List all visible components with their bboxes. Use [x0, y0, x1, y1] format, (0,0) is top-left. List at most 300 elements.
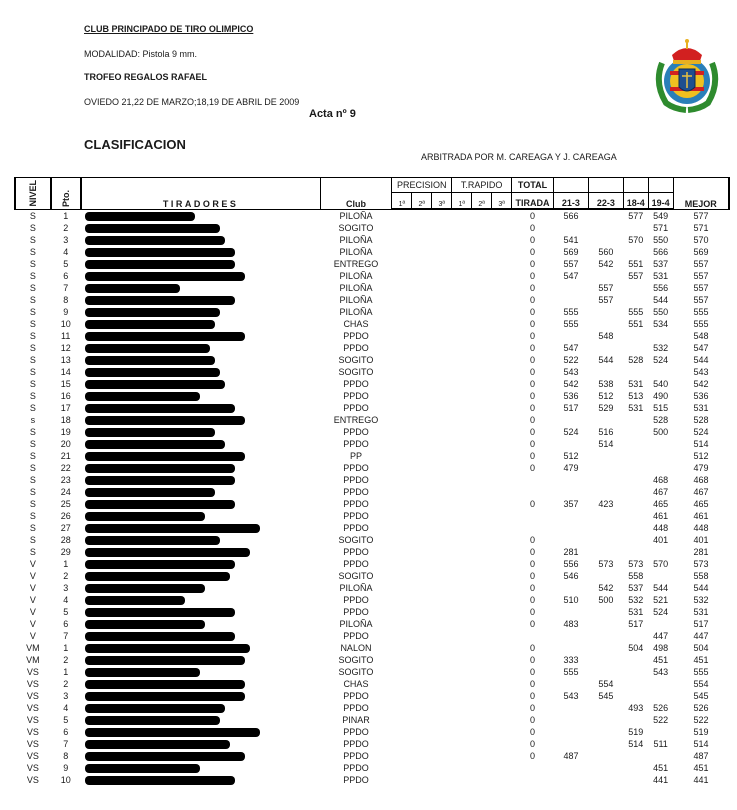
score-21-3-cell: 542 — [563, 379, 579, 390]
redaction-bar — [85, 740, 230, 749]
header-blank-2 — [588, 178, 623, 193]
table-row — [15, 402, 729, 414]
score-19-4-cell: 537 — [653, 259, 669, 270]
score-22-3-cell — [588, 630, 623, 642]
score-21-3-cell — [553, 726, 588, 738]
tirada-cell: 0 — [530, 571, 536, 582]
table-row — [15, 774, 729, 786]
table-row — [15, 414, 729, 426]
mejor-cell: 536 — [693, 391, 709, 402]
mejor-cell: 557 — [693, 283, 709, 294]
table-row — [15, 234, 729, 246]
mejor-cell: 447 — [693, 631, 709, 642]
trapido-2-cell — [472, 570, 492, 582]
puesto-cell: 4 — [63, 247, 69, 258]
score-18-4-cell: 558 — [628, 571, 644, 582]
precision-3-cell — [432, 294, 452, 306]
trapido-3-cell — [492, 642, 512, 654]
table-row — [15, 462, 729, 474]
score-18-4-cell — [623, 294, 648, 306]
precision-3-cell — [432, 666, 452, 678]
table-row — [15, 426, 729, 438]
precision-1-cell — [392, 209, 412, 222]
trapido-2-cell — [472, 714, 492, 726]
mejor-cell: 531 — [693, 403, 709, 414]
nivel-cell: s — [30, 415, 36, 426]
precision-3-cell — [432, 606, 452, 618]
trapido-2-cell — [472, 450, 492, 462]
table-row — [15, 750, 729, 762]
redaction-bar — [85, 572, 230, 581]
precision-2-cell — [412, 642, 432, 654]
event-dates: OVIEDO 21,22 DE MARZO;18,19 DE ABRIL DE 2009 — [84, 97, 300, 107]
trapido-3-cell — [492, 738, 512, 750]
precision-3-cell — [432, 462, 452, 474]
redaction-bar — [85, 560, 235, 569]
header-series-4: 1ª — [452, 192, 472, 209]
nivel-cell: S — [29, 475, 36, 486]
club-cell: SOGITO — [338, 535, 374, 546]
precision-2-cell — [412, 762, 432, 774]
mejor-cell: 542 — [693, 379, 709, 390]
mejor-cell: 514 — [693, 439, 709, 450]
precision-1-cell — [392, 570, 412, 582]
trapido-3-cell — [492, 486, 512, 498]
precision-3-cell — [432, 330, 452, 342]
precision-3-cell — [432, 258, 452, 270]
precision-2-cell — [412, 510, 432, 522]
club-cell: PPDO — [343, 427, 369, 438]
nivel-cell: V — [29, 631, 36, 642]
redaction-bar — [85, 476, 235, 485]
precision-3-cell — [432, 630, 452, 642]
redaction-bar — [85, 212, 195, 221]
tirada-cell — [512, 762, 554, 774]
puesto-cell: 11 — [61, 331, 71, 342]
score-22-3-cell — [588, 522, 623, 534]
precision-1-cell — [392, 354, 412, 366]
redaction-bar — [85, 764, 200, 773]
trapido-3-cell — [492, 510, 512, 522]
redaction-bar — [85, 248, 235, 257]
score-18-4-cell — [623, 522, 648, 534]
precision-1-cell — [392, 378, 412, 390]
precision-3-cell — [432, 270, 452, 282]
precision-2-cell — [412, 366, 432, 378]
header-puesto — [51, 178, 81, 210]
trapido-1-cell — [452, 209, 472, 222]
results-table — [14, 177, 730, 786]
score-21-3-cell: 543 — [563, 691, 579, 702]
score-22-3-cell: 516 — [598, 427, 614, 438]
score-19-4-cell — [648, 450, 673, 462]
score-19-4-cell: 550 — [653, 307, 669, 318]
score-21-3-cell: 566 — [563, 211, 579, 222]
club-cell: PPDO — [343, 595, 369, 606]
precision-3-cell — [432, 726, 452, 738]
trapido-1-cell — [452, 522, 472, 534]
precision-2-cell — [412, 462, 432, 474]
puesto-cell: 1 — [63, 210, 69, 221]
trapido-1-cell — [452, 498, 472, 510]
redaction-bar — [85, 380, 225, 389]
club-cell: PPDO — [343, 379, 369, 390]
nivel-cell: S — [29, 259, 36, 270]
mejor-cell: 512 — [693, 451, 709, 462]
tirada-cell: 0 — [530, 259, 536, 270]
club-cell: PPDO — [343, 403, 369, 414]
precision-3-cell — [432, 366, 452, 378]
precision-2-cell — [412, 258, 432, 270]
table-row — [15, 558, 729, 570]
redaction-bar — [85, 368, 220, 377]
precision-2-cell — [412, 558, 432, 570]
score-18-4-cell: 517 — [628, 619, 644, 630]
score-22-3-cell: 573 — [598, 559, 614, 570]
score-19-4-cell: 465 — [653, 499, 669, 510]
puesto-cell: 3 — [63, 583, 69, 594]
mejor-cell: 504 — [693, 643, 709, 654]
precision-2-cell — [412, 450, 432, 462]
mejor-cell: 557 — [693, 295, 709, 306]
precision-3-cell — [432, 618, 452, 630]
tirada-cell: 0 — [530, 295, 536, 306]
trapido-3-cell — [492, 690, 512, 702]
trapido-2-cell — [472, 654, 492, 666]
score-22-3-cell — [588, 762, 623, 774]
score-18-4-cell: 551 — [628, 319, 644, 330]
score-22-3-cell — [588, 209, 623, 222]
score-22-3-cell — [588, 618, 623, 630]
score-19-4-cell: 451 — [653, 655, 669, 666]
tirada-cell: 0 — [530, 355, 536, 366]
puesto-cell: 26 — [60, 511, 71, 522]
precision-3-cell — [432, 702, 452, 714]
mejor-cell: 522 — [693, 715, 709, 726]
table-row — [15, 354, 729, 366]
score-19-4-cell: 467 — [653, 487, 669, 498]
puesto-cell: 10 — [60, 775, 71, 786]
nivel-cell: S — [29, 379, 36, 390]
precision-2-cell — [412, 246, 432, 258]
score-22-3-cell — [588, 702, 623, 714]
trapido-1-cell — [452, 414, 472, 426]
redaction-bar — [85, 404, 235, 413]
header-tiradores: TIRADORES — [81, 178, 320, 210]
trapido-2-cell — [472, 678, 492, 690]
score-18-4-cell: 577 — [628, 211, 644, 222]
precision-1-cell — [392, 774, 412, 786]
score-22-3-cell — [588, 726, 623, 738]
nivel-cell: V — [29, 619, 36, 630]
tirador-name-redacted — [81, 558, 320, 570]
tirada-cell — [512, 474, 554, 486]
mejor-cell: 487 — [693, 751, 709, 762]
redaction-bar — [85, 284, 180, 293]
tirador-name-redacted — [81, 378, 320, 390]
score-21-3-cell — [553, 474, 588, 486]
trapido-2-cell — [472, 762, 492, 774]
tirada-cell: 0 — [530, 439, 536, 450]
nivel-cell: S — [29, 295, 36, 306]
header-total: TOTAL — [512, 178, 554, 193]
trapido-3-cell — [492, 270, 512, 282]
header-blank-4 — [648, 178, 673, 193]
tirador-name-redacted — [81, 630, 320, 642]
puesto-cell: 21 — [60, 451, 71, 462]
trapido-3-cell — [492, 342, 512, 354]
score-19-4-cell: 543 — [653, 667, 669, 678]
club-cell: SOGITO — [338, 655, 374, 666]
precision-3-cell — [432, 438, 452, 450]
precision-3-cell — [432, 690, 452, 702]
nivel-cell: S — [29, 439, 36, 450]
trapido-1-cell — [452, 570, 472, 582]
trapido-2-cell — [472, 306, 492, 318]
score-21-3-cell: 333 — [563, 655, 579, 666]
trapido-3-cell — [492, 234, 512, 246]
nivel-cell: VS — [26, 715, 39, 726]
table-row — [15, 594, 729, 606]
precision-3-cell — [432, 594, 452, 606]
club-cell: NALON — [340, 643, 372, 654]
precision-1-cell — [392, 522, 412, 534]
club-cell: PPDO — [343, 499, 369, 510]
score-22-3-cell: 544 — [598, 355, 614, 366]
precision-1-cell — [392, 750, 412, 762]
header-series-6: 3ª — [492, 192, 512, 209]
precision-1-cell — [392, 234, 412, 246]
precision-2-cell — [412, 318, 432, 330]
precision-2-cell — [412, 282, 432, 294]
mejor-cell: 519 — [693, 727, 709, 738]
puesto-cell: 7 — [63, 739, 69, 750]
trapido-1-cell — [452, 402, 472, 414]
precision-2-cell — [412, 678, 432, 690]
club-cell: PILOÑA — [339, 583, 373, 594]
nivel-cell: VS — [26, 667, 39, 678]
precision-1-cell — [392, 726, 412, 738]
precision-3-cell — [432, 222, 452, 234]
score-21-3-cell: 479 — [563, 463, 579, 474]
table-row — [15, 666, 729, 678]
redaction-bar — [85, 608, 235, 617]
precision-3-cell — [432, 450, 452, 462]
puesto-cell: 29 — [60, 547, 71, 558]
puesto-cell: 2 — [63, 223, 69, 234]
tirador-name-redacted — [81, 414, 320, 426]
trapido-3-cell — [492, 630, 512, 642]
score-21-3-cell: 547 — [563, 271, 579, 282]
nivel-cell: VS — [26, 703, 39, 714]
mejor-cell: 577 — [693, 210, 709, 221]
score-18-4-cell — [623, 630, 648, 642]
score-18-4-cell — [623, 330, 648, 342]
table-row — [15, 318, 729, 330]
score-18-4-cell: 532 — [628, 595, 644, 606]
trapido-2-cell — [472, 618, 492, 630]
redaction-bar — [85, 320, 215, 329]
redaction-bar — [85, 308, 220, 317]
score-22-3-cell: 542 — [598, 259, 614, 270]
puesto-cell: 6 — [63, 727, 69, 738]
mejor-cell: 526 — [693, 703, 709, 714]
precision-2-cell — [412, 654, 432, 666]
score-22-3-cell — [588, 738, 623, 750]
precision-1-cell — [392, 594, 412, 606]
table-row — [15, 678, 729, 690]
trapido-2-cell — [472, 630, 492, 642]
precision-1-cell — [392, 690, 412, 702]
club-cell: PILOÑA — [339, 247, 373, 258]
club-cell: PPDO — [343, 559, 369, 570]
precision-2-cell — [412, 618, 432, 630]
table-row — [15, 438, 729, 450]
score-18-4-cell — [623, 714, 648, 726]
club-cell: PPDO — [343, 775, 369, 786]
score-21-3-cell: 541 — [563, 235, 579, 246]
precision-3-cell — [432, 570, 452, 582]
score-21-3-cell — [553, 774, 588, 786]
score-22-3-cell: 557 — [598, 283, 614, 294]
trapido-3-cell — [492, 474, 512, 486]
precision-2-cell — [412, 486, 432, 498]
trapido-3-cell — [492, 702, 512, 714]
trapido-1-cell — [452, 750, 472, 762]
table-row — [15, 714, 729, 726]
score-18-4-cell — [623, 246, 648, 258]
tirador-name-redacted — [81, 222, 320, 234]
score-18-4-cell: 557 — [628, 271, 644, 282]
club-cell: PINAR — [342, 715, 370, 726]
puesto-cell: 14 — [60, 367, 71, 378]
precision-3-cell — [432, 402, 452, 414]
precision-1-cell — [392, 498, 412, 510]
trapido-2-cell — [472, 366, 492, 378]
trapido-2-cell — [472, 222, 492, 234]
precision-2-cell — [412, 738, 432, 750]
mejor-cell: 281 — [693, 547, 709, 558]
puesto-cell: 16 — [60, 391, 71, 402]
puesto-cell: 4 — [63, 703, 69, 714]
trapido-1-cell — [452, 354, 472, 366]
score-21-3-cell — [553, 486, 588, 498]
score-19-4-cell — [648, 750, 673, 762]
score-18-4-cell — [623, 222, 648, 234]
score-18-4-cell — [623, 342, 648, 354]
score-21-3-cell: 536 — [563, 391, 579, 402]
nivel-cell: V — [29, 559, 36, 570]
tirador-name-redacted — [81, 390, 320, 402]
referees-text: ARBITRADA POR M. CAREAGA Y J. CAREAGA — [421, 152, 617, 162]
score-19-4-cell: 566 — [653, 247, 669, 258]
precision-1-cell — [392, 414, 412, 426]
tirada-cell: 0 — [530, 451, 536, 462]
score-21-3-cell — [553, 582, 588, 594]
trapido-1-cell — [452, 330, 472, 342]
redaction-bar — [85, 776, 235, 785]
trapido-1-cell — [452, 342, 472, 354]
trapido-1-cell — [452, 234, 472, 246]
tirador-name-redacted — [81, 270, 320, 282]
mejor-cell: 569 — [693, 247, 709, 258]
header-club: Club — [320, 178, 392, 210]
score-22-3-cell: 423 — [598, 499, 614, 510]
tirada-cell: 0 — [530, 727, 536, 738]
trapido-1-cell — [452, 546, 472, 558]
score-21-3-cell — [553, 222, 588, 234]
trapido-3-cell — [492, 582, 512, 594]
precision-3-cell — [432, 318, 452, 330]
score-21-3-cell — [553, 438, 588, 450]
redaction-bar — [85, 656, 245, 665]
header-puesto-label: Pto. — [60, 189, 71, 207]
precision-2-cell — [412, 378, 432, 390]
club-cell: ENTREGO — [333, 259, 379, 270]
mejor-cell: 467 — [693, 487, 709, 498]
score-18-4-cell: 551 — [628, 259, 644, 270]
puesto-cell: 2 — [63, 655, 69, 666]
trapido-1-cell — [452, 534, 472, 546]
mejor-cell: 532 — [693, 595, 709, 606]
precision-1-cell — [392, 762, 412, 774]
nivel-cell: S — [29, 343, 36, 354]
tirada-cell: 0 — [530, 643, 536, 654]
tirada-cell: 0 — [530, 655, 536, 666]
precision-3-cell — [432, 209, 452, 222]
club-cell: ENTREGO — [333, 415, 379, 426]
tirada-cell: 0 — [530, 739, 536, 750]
trapido-3-cell — [492, 402, 512, 414]
table-row — [15, 522, 729, 534]
score-21-3-cell — [553, 414, 588, 426]
tirador-name-redacted — [81, 654, 320, 666]
score-19-4-cell: 526 — [653, 703, 669, 714]
tirada-cell: 0 — [530, 715, 536, 726]
score-19-4-cell: 500 — [653, 427, 669, 438]
score-18-4-cell — [623, 450, 648, 462]
score-19-4-cell — [648, 366, 673, 378]
mejor-cell: 558 — [693, 571, 709, 582]
club-cell: PPDO — [343, 727, 369, 738]
header-tirada: TIRADA — [512, 192, 554, 209]
tirada-cell: 0 — [530, 751, 536, 762]
trapido-1-cell — [452, 306, 472, 318]
precision-2-cell — [412, 222, 432, 234]
precision-2-cell — [412, 306, 432, 318]
redaction-bar — [85, 728, 260, 737]
trapido-1-cell — [452, 594, 472, 606]
header-series-2: 2ª — [412, 192, 432, 209]
trapido-1-cell — [452, 666, 472, 678]
score-19-4-cell: 461 — [653, 511, 669, 522]
redaction-bar — [85, 680, 245, 689]
precision-3-cell — [432, 678, 452, 690]
score-22-3-cell — [588, 234, 623, 246]
redaction-bar — [85, 692, 245, 701]
trapido-3-cell — [492, 258, 512, 270]
club-cell: PPDO — [343, 547, 369, 558]
score-18-4-cell: 570 — [628, 235, 644, 246]
club-title: CLUB PRINCIPADO DE TIRO OLIMPICO — [84, 24, 254, 34]
puesto-cell: 7 — [63, 283, 69, 294]
trapido-3-cell — [492, 546, 512, 558]
header-date-19-4: 19-4 — [648, 192, 673, 209]
club-cell: SOGITO — [338, 355, 374, 366]
mejor-cell: 570 — [693, 235, 709, 246]
tirador-name-redacted — [81, 354, 320, 366]
mejor-cell: 461 — [693, 511, 709, 522]
